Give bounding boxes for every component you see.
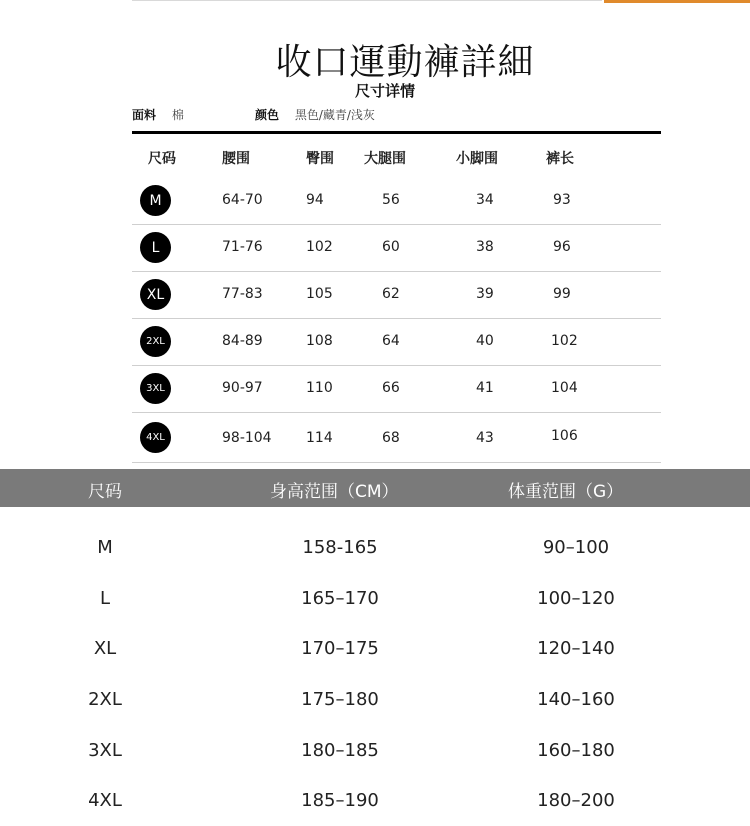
header-waist: 腰围 — [222, 151, 250, 167]
fit-size: L — [99, 587, 111, 609]
waist-value: 77-83 — [222, 286, 263, 302]
waist-value: 84-89 — [222, 333, 263, 349]
table-row — [132, 319, 661, 366]
fit-header-weight: 体重范围（G） — [508, 482, 624, 502]
thigh-value: 66 — [382, 380, 400, 396]
ankle-value: 39 — [476, 286, 494, 302]
color-info — [255, 106, 375, 123]
table-row — [0, 507, 750, 558]
hip-value: 114 — [306, 430, 333, 446]
ankle-value: 40 — [476, 333, 494, 349]
fit-size: 2XL — [88, 689, 122, 711]
length-value: 96 — [553, 239, 571, 255]
waist-value: 98-104 — [222, 430, 272, 446]
ankle-value: 43 — [476, 430, 494, 446]
waist-value: 71-76 — [222, 239, 263, 255]
table-row — [132, 225, 661, 272]
weight-range: 180–200 — [537, 790, 615, 812]
top-accent-bar — [604, 0, 750, 3]
fit-header-size: 尺码 — [88, 482, 122, 502]
table-row — [132, 413, 661, 463]
thigh-value: 56 — [382, 192, 400, 208]
fit-table-header — [0, 469, 750, 507]
table-row — [0, 558, 750, 609]
header-length: 裤长 — [546, 151, 574, 167]
table-row — [0, 710, 750, 761]
table-row — [132, 178, 661, 225]
waist-value: 64-70 — [222, 192, 263, 208]
length-value: 104 — [551, 380, 578, 396]
table-row — [132, 272, 661, 319]
size-table-header — [132, 134, 661, 178]
size-badge: M — [140, 185, 171, 216]
thigh-value: 62 — [382, 286, 400, 302]
header-thigh: 大腿围 — [364, 151, 406, 167]
weight-range: 120–140 — [537, 638, 615, 660]
size-detail-table — [132, 134, 661, 463]
ankle-value: 34 — [476, 192, 494, 208]
length-value: 99 — [553, 286, 571, 302]
table-row — [0, 608, 750, 659]
hip-value: 110 — [306, 380, 333, 396]
page-title: 收口運動褲詳細 — [275, 42, 535, 83]
weight-range: 160–180 — [537, 739, 615, 761]
fit-range-table — [0, 507, 750, 811]
weight-range: 90–100 — [542, 537, 610, 558]
weight-range: 100–120 — [537, 587, 615, 609]
thigh-value: 60 — [382, 239, 400, 255]
material-value: 棉 — [171, 108, 184, 122]
hip-value: 102 — [306, 239, 333, 255]
fit-size: M — [97, 537, 113, 558]
header-ankle: 小脚围 — [456, 151, 498, 167]
fit-size: XL — [93, 638, 117, 660]
table-row — [0, 659, 750, 710]
height-range: 185–190 — [301, 790, 379, 812]
size-badge: 3XL — [140, 373, 171, 404]
top-divider — [132, 0, 602, 1]
material-label: 面料 — [132, 108, 157, 122]
thigh-value: 64 — [382, 333, 400, 349]
thigh-value: 68 — [382, 430, 400, 446]
table-row — [0, 760, 750, 811]
weight-range: 140–160 — [537, 689, 615, 711]
header-size: 尺码 — [148, 151, 176, 167]
color-label: 颜色 — [255, 108, 280, 122]
hip-value: 108 — [306, 333, 333, 349]
size-badge: 2XL — [140, 326, 171, 357]
height-range: 158-165 — [302, 537, 378, 558]
size-badge: 4XL — [140, 422, 171, 453]
fit-header-height: 身高范围（CM） — [270, 482, 399, 502]
waist-value: 90-97 — [222, 380, 263, 396]
ankle-value: 41 — [476, 380, 494, 396]
size-badge: L — [140, 232, 171, 263]
page-subtitle: 尺寸详情 — [354, 82, 415, 100]
hip-value: 105 — [306, 286, 333, 302]
fit-size: 3XL — [88, 739, 122, 761]
hip-value: 94 — [306, 192, 324, 208]
height-range: 180–185 — [301, 739, 379, 761]
height-range: 165–170 — [301, 587, 379, 609]
color-value: 黑色/藏青/浅灰 — [294, 108, 375, 122]
length-value: 102 — [551, 333, 578, 349]
material-info — [132, 106, 184, 123]
height-range: 170–175 — [301, 638, 379, 660]
length-value: 93 — [553, 192, 571, 208]
header-hip: 臀围 — [306, 151, 334, 167]
height-range: 175–180 — [301, 689, 379, 711]
table-row — [132, 366, 661, 413]
ankle-value: 38 — [476, 239, 494, 255]
length-value: 106 — [551, 428, 578, 444]
fit-size: 4XL — [88, 790, 122, 812]
size-badge: XL — [140, 279, 171, 310]
